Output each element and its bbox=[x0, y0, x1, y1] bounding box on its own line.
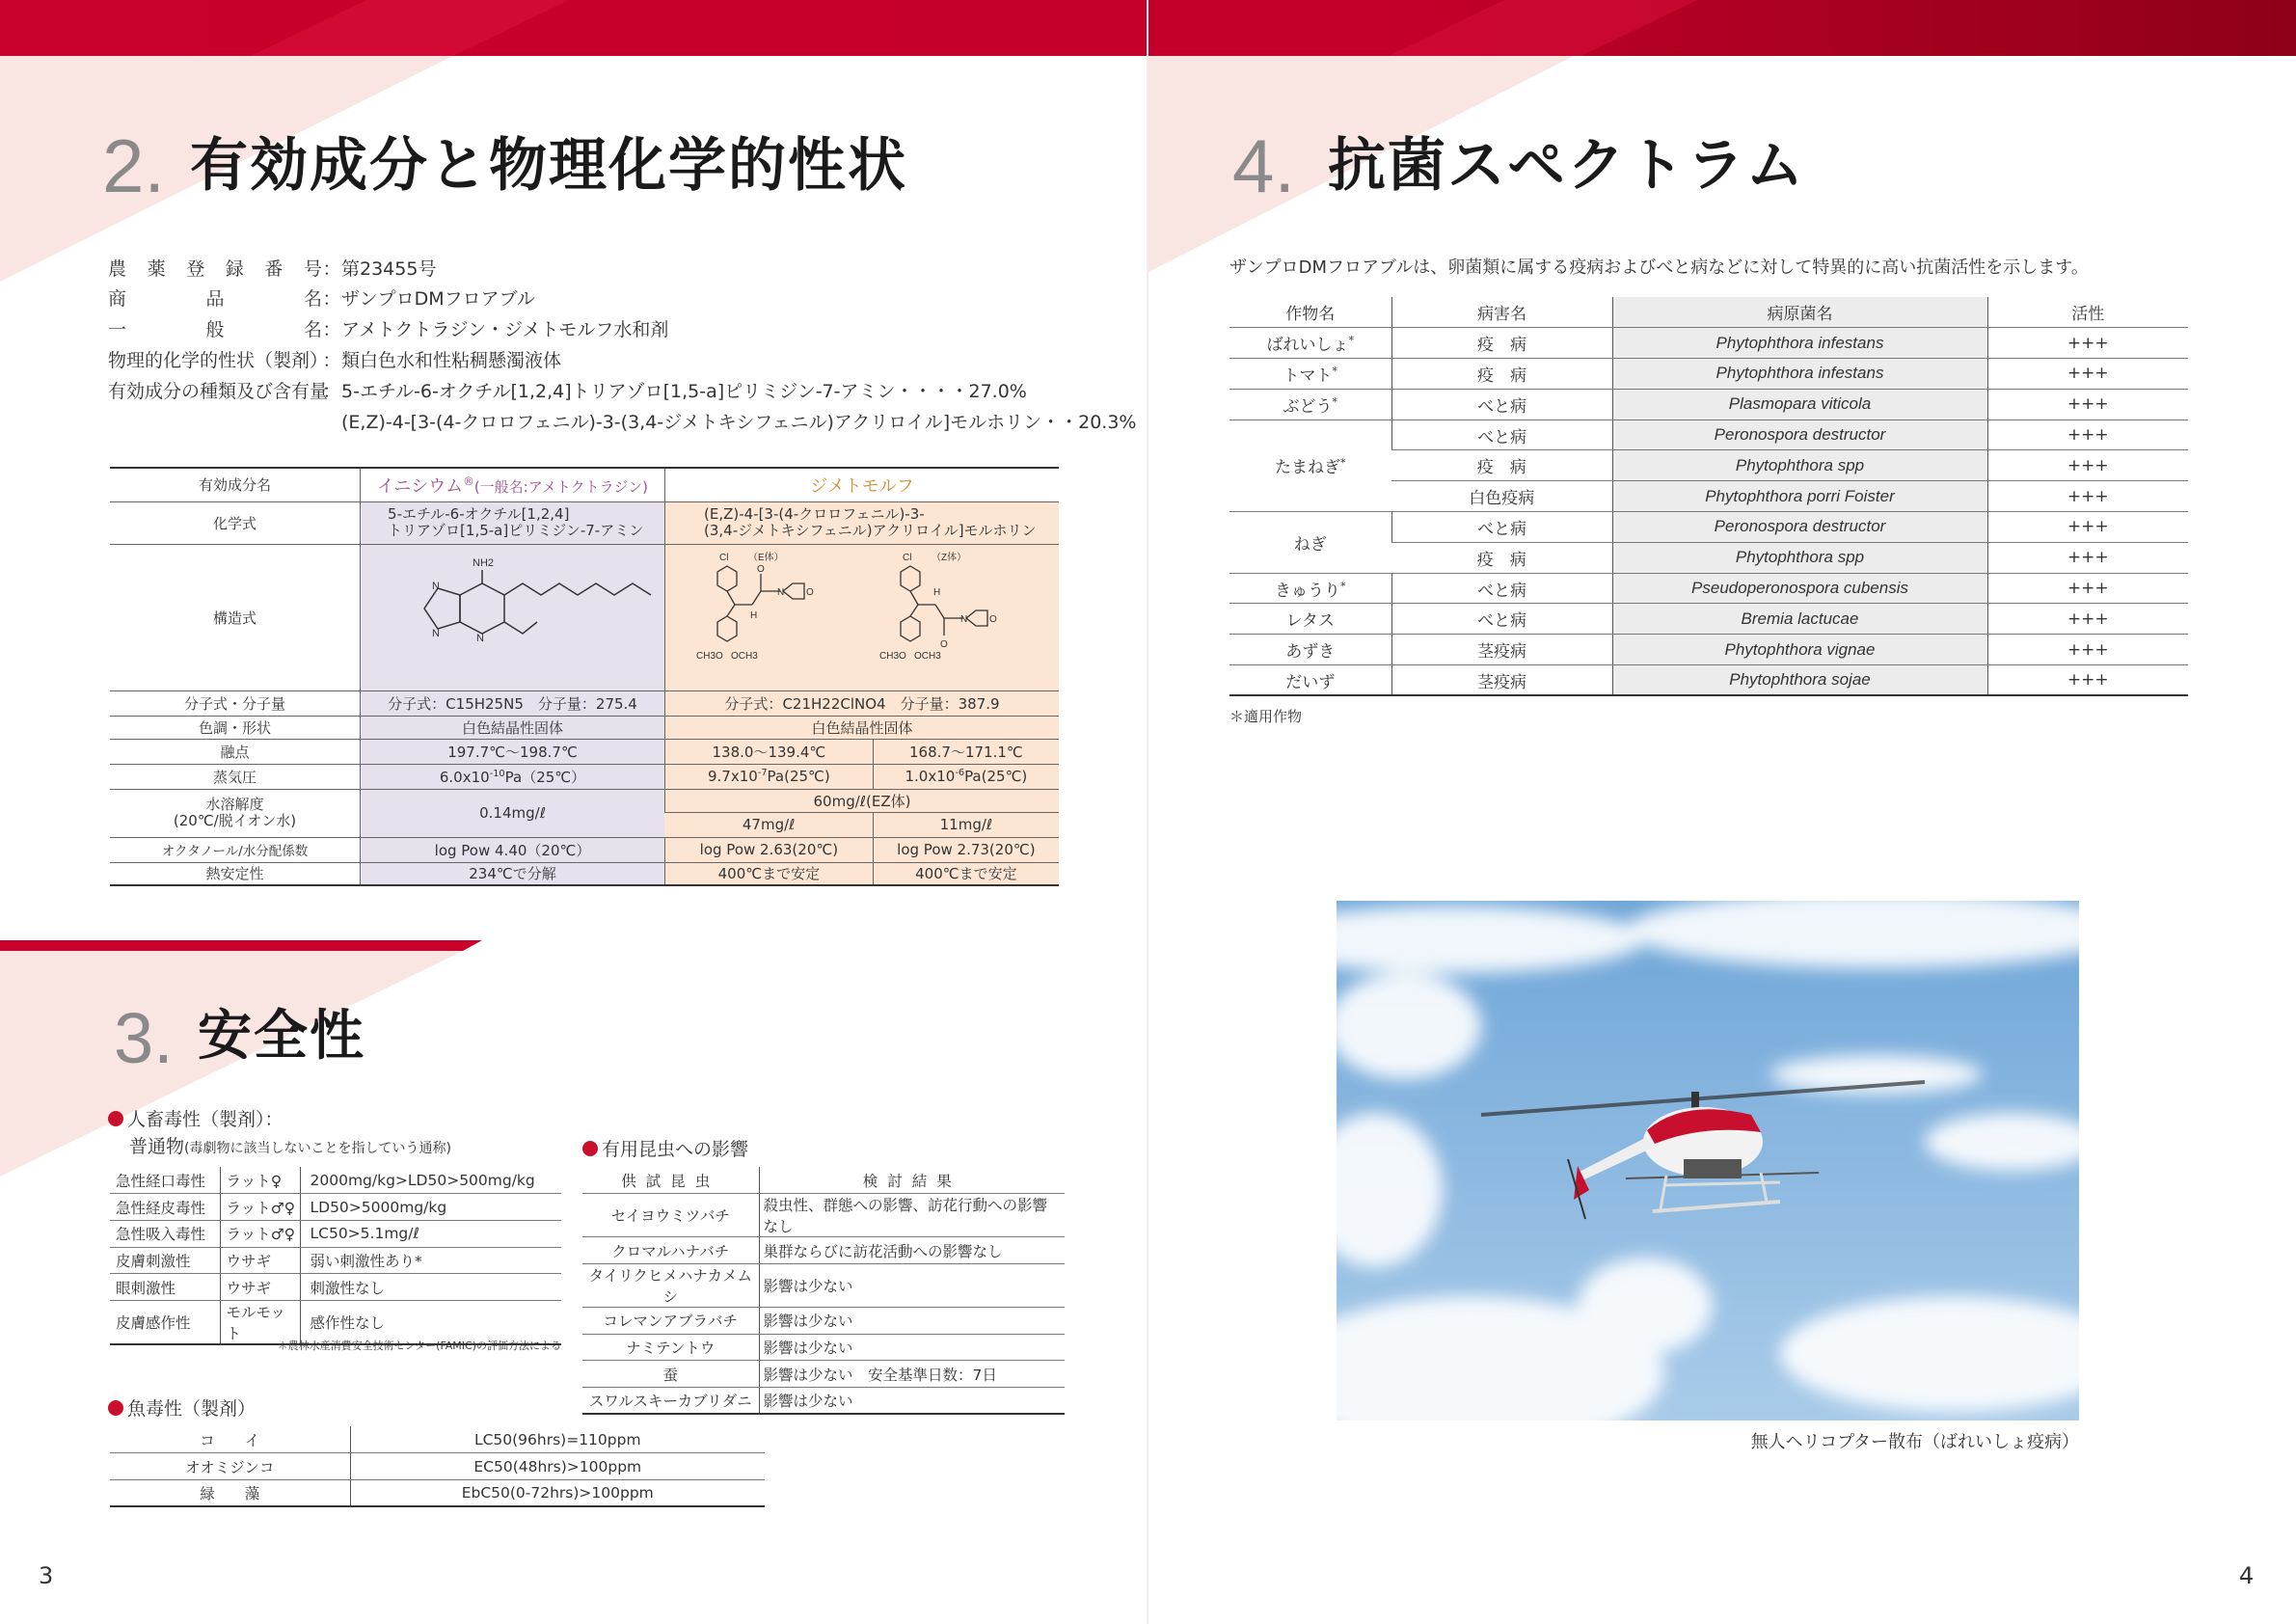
table-row bbox=[582, 1334, 1065, 1361]
svg-text:NH2: NH2 bbox=[472, 557, 494, 569]
info-value: (E,Z)-4-[3-(4-クロロフェニル)-3-(3,4-ジメトキシフェニル)アクリロイル]モルホリン・・20.3% bbox=[341, 411, 1137, 433]
disease-cell: 茎疫病 bbox=[1391, 665, 1612, 696]
svg-text:O: O bbox=[988, 614, 997, 625]
pathogen-cell: Phytophthora infestans bbox=[1612, 359, 1987, 390]
crop-cell: だいず bbox=[1229, 665, 1391, 696]
sol-b-z: 11mg/ℓ bbox=[873, 812, 1059, 837]
table-row bbox=[1229, 573, 2188, 604]
mammal-toxicity-table bbox=[110, 1167, 561, 1345]
logp-a: log Pow 4.40（20℃） bbox=[361, 837, 665, 862]
colon: ： bbox=[322, 349, 341, 371]
structure-ametoctradin bbox=[361, 544, 665, 690]
pathogen-cell: Phytophthora sojae bbox=[1612, 665, 1987, 696]
activity-cell: +++ bbox=[1987, 328, 2188, 359]
table-cell: LD50>5000mg/kg bbox=[300, 1194, 561, 1221]
info-label: 農薬登録番号 bbox=[108, 257, 322, 280]
disease-cell: 疫 病 bbox=[1391, 359, 1612, 390]
table-cell: ウサギ bbox=[220, 1247, 300, 1274]
ametoctradin-structure-diagram bbox=[368, 545, 658, 690]
table-cell: 影響は少ない bbox=[759, 1263, 1065, 1307]
table-cell: スワルスキーカブリダニ bbox=[582, 1387, 759, 1414]
table-cell: 2000mg/kg>LD50>500mg/kg bbox=[300, 1167, 561, 1194]
svg-text:H: H bbox=[932, 587, 941, 598]
svg-text:N: N bbox=[776, 587, 785, 598]
row-label: 分子式・分子量 bbox=[110, 690, 361, 716]
pathogen-cell: Phytophthora vignae bbox=[1612, 635, 1987, 665]
crop-cell: ねぎ bbox=[1229, 512, 1391, 574]
table-cell: ウサギ bbox=[220, 1274, 300, 1301]
bullet-icon bbox=[108, 1111, 123, 1126]
disease-cell: 疫 病 bbox=[1391, 542, 1612, 573]
colon: ： bbox=[322, 287, 341, 310]
table-cell: 影響は少ない bbox=[759, 1387, 1065, 1414]
table-row bbox=[582, 1194, 1065, 1237]
pathogen-cell: Plasmopara viticola bbox=[1612, 389, 1987, 420]
table-cell: 影響は少ない bbox=[759, 1334, 1065, 1361]
colon: ： bbox=[322, 380, 341, 402]
vp-b-z: $1.0x10^{-6}Pa(25℃)$ bbox=[873, 764, 1059, 789]
activity-cell: +++ bbox=[1987, 512, 2188, 543]
table-cell: コ イ bbox=[110, 1426, 350, 1453]
pathogen-cell: Peronospora destructor bbox=[1612, 420, 1987, 450]
toxicity-class: 普通物(毒劇物に該当しないことを指していう通称) bbox=[129, 1136, 451, 1157]
table-cell: 殺虫性、群態への影響、訪花行動への影響なし bbox=[759, 1194, 1065, 1237]
pathogen-cell: Phytophthora spp bbox=[1612, 450, 1987, 481]
section4-intro: ザンプロDMフロアブルは、卵菌類に属する疫病およびべと病などに対して特異的に高い抗菌活性を示します。 bbox=[1229, 257, 2089, 278]
table-cell: 急性吸入毒性 bbox=[110, 1220, 220, 1247]
mammal-footnote: ＊農林水産消費安全技術センター(FAMIC)の評価方法による bbox=[277, 1340, 561, 1352]
spectrum-footnote: ＊適用作物 bbox=[1229, 708, 1303, 725]
svg-text:CH3O: CH3O bbox=[878, 651, 906, 662]
color-a: 白色結晶性固体 bbox=[361, 716, 665, 739]
row-label: 水溶解度 (20℃/脱イオン水) bbox=[110, 789, 361, 837]
bullet-icon bbox=[582, 1141, 598, 1156]
stab-a: 234℃で分解 bbox=[361, 862, 665, 885]
sol-b: 60mg/ℓ(EZ体) bbox=[664, 789, 1059, 812]
table-cell: ラット♀ bbox=[220, 1167, 300, 1194]
table-cell: 検討結果 bbox=[759, 1167, 1065, 1194]
colon: ： bbox=[322, 257, 341, 280]
table-cell: クロマルハナバチ bbox=[582, 1237, 759, 1264]
info-value: 5-エチル-6-オクチル[1,2,4]トリアゾロ[1,5-a]ピリミジン-7-アミン・・・・27.0% bbox=[341, 380, 1027, 402]
info-value: 類白色水和性粘稠懸濁液体 bbox=[341, 349, 562, 371]
table-cell: 影響は少ない bbox=[759, 1307, 1065, 1334]
svg-text:O: O bbox=[805, 587, 814, 598]
svg-text:N: N bbox=[959, 614, 968, 625]
table-cell: オオミジンコ bbox=[110, 1453, 350, 1480]
sol-b-e: 47mg/ℓ bbox=[664, 812, 873, 837]
table-cell: LC50>5.1mg/ℓ bbox=[300, 1220, 561, 1247]
activity-cell: +++ bbox=[1987, 604, 2188, 635]
disease-cell: 茎疫病 bbox=[1391, 635, 1612, 665]
chem-name-a: 5-エチル-6-オクチル[1,2,4] トリアゾロ[1,5-a]ピリミジン-7-アミン bbox=[361, 501, 665, 544]
color-b: 白色結晶性固体 bbox=[664, 716, 1059, 739]
structure-dimethomorph bbox=[664, 544, 1059, 690]
table-row bbox=[110, 1167, 561, 1194]
table-cell: EC50(48hrs)>100ppm bbox=[350, 1453, 765, 1480]
table-header-row bbox=[1229, 297, 2188, 328]
table-cell: 皮膚刺激性 bbox=[110, 1247, 220, 1274]
table-cell: 作物名 bbox=[1229, 297, 1391, 328]
insects-heading: 有用昆虫への影響 bbox=[582, 1135, 748, 1161]
info-label: 物理的化学的性状（製剤） bbox=[108, 349, 329, 371]
table-cell: 感作性なし bbox=[300, 1300, 561, 1344]
stab-b-z: 400℃まで安定 bbox=[873, 862, 1059, 885]
table-row bbox=[1229, 389, 2188, 420]
bullet-icon bbox=[108, 1400, 123, 1416]
table-cell: ナミテントウ bbox=[582, 1334, 759, 1361]
svg-text:N: N bbox=[431, 628, 440, 639]
sol-a: 0.14mg/ℓ bbox=[361, 789, 665, 837]
table-cell: 病害名 bbox=[1391, 297, 1612, 328]
info-row bbox=[108, 375, 1027, 404]
table-cell: 緑 藻 bbox=[110, 1479, 350, 1506]
table-cell: 急性経口毒性 bbox=[110, 1167, 220, 1194]
pathogen-cell: Phytophthora porri Foister bbox=[1612, 481, 1987, 512]
activity-cell: +++ bbox=[1987, 481, 2188, 512]
svg-text:OCH3: OCH3 bbox=[730, 651, 758, 662]
pathogen-cell: Peronospora destructor bbox=[1612, 512, 1987, 543]
pathogen-cell: Bremia lactucae bbox=[1612, 604, 1987, 635]
table-row bbox=[110, 1194, 561, 1221]
table-cell: 供試昆虫 bbox=[582, 1167, 759, 1194]
table-cell: 活性 bbox=[1987, 297, 2188, 328]
row-label: 色調・形状 bbox=[110, 716, 361, 739]
section2-number: 2. bbox=[102, 123, 166, 208]
disease-cell: べと病 bbox=[1391, 573, 1612, 604]
svg-text:H: H bbox=[749, 610, 758, 621]
vp-b-e: $9.7x10^{-7}Pa(25℃)$ bbox=[664, 764, 873, 789]
table-cell: 影響は少ない 安全基準日数：7日 bbox=[759, 1361, 1065, 1388]
crop-cell: ばれいしょ* bbox=[1229, 328, 1391, 359]
pathogen-cell: Pseudoperonospora cubensis bbox=[1612, 573, 1987, 604]
disease-cell: 白色疫病 bbox=[1391, 481, 1612, 512]
table-row bbox=[582, 1237, 1065, 1264]
table-cell: コレマンアブラバチ bbox=[582, 1307, 759, 1334]
info-label: 商品名 bbox=[108, 287, 322, 310]
row-label: オクタノール/水分配係数 bbox=[110, 837, 361, 862]
disease-cell: べと病 bbox=[1391, 604, 1612, 635]
crop-cell: きゅうり* bbox=[1229, 573, 1391, 604]
info-value: ザンプロDMフロアブル bbox=[341, 287, 535, 310]
activity-cell: +++ bbox=[1987, 665, 2188, 696]
mp-b-z: 168.7～171.1℃ bbox=[873, 739, 1059, 764]
activity-cell: +++ bbox=[1987, 420, 2188, 450]
svg-text:O: O bbox=[939, 639, 948, 650]
table-row bbox=[582, 1361, 1065, 1388]
table-cell: 急性経皮毒性 bbox=[110, 1194, 220, 1221]
section4-title: 抗菌スペクトラム bbox=[1328, 132, 1806, 200]
table-cell: LC50(96hrs)=110ppm bbox=[350, 1426, 765, 1453]
table-row bbox=[110, 1274, 561, 1301]
activity-cell: +++ bbox=[1987, 542, 2188, 573]
table-row bbox=[1229, 512, 2188, 543]
activity-cell: +++ bbox=[1987, 635, 2188, 665]
svg-text:CH3O: CH3O bbox=[695, 651, 723, 662]
table-row bbox=[110, 1220, 561, 1247]
table-cell: 刺激性なし bbox=[300, 1274, 561, 1301]
info-label: 有効成分の種類及び含有量 bbox=[108, 380, 329, 402]
pathogen-cell: Phytophthora infestans bbox=[1612, 328, 1987, 359]
table-row bbox=[582, 1307, 1065, 1334]
table-cell: セイヨウミツバチ bbox=[582, 1194, 759, 1237]
row-label: 蒸気圧 bbox=[110, 764, 361, 789]
table-row bbox=[110, 1479, 765, 1506]
info-row bbox=[108, 253, 436, 282]
row-label: 化学式 bbox=[110, 501, 361, 544]
table-row bbox=[1229, 604, 2188, 635]
molecular-formula-b: C21H22ClNO4 bbox=[782, 694, 886, 713]
svg-text:Cl: Cl bbox=[902, 553, 912, 563]
info-value: アメトクトラジン・ジメトモルフ水和剤 bbox=[341, 318, 669, 340]
info-row bbox=[108, 313, 668, 342]
disease-cell: べと病 bbox=[1391, 389, 1612, 420]
dimethomorph-structure-diagram bbox=[669, 545, 1055, 690]
photo-caption: 無人ヘリコプター散布（ばれいしょ疫病） bbox=[1750, 1432, 2079, 1452]
table-cell: モルモット bbox=[220, 1300, 300, 1344]
table-row bbox=[110, 1453, 765, 1480]
page-gutter bbox=[1147, 0, 1148, 1624]
info-value: 第23455号 bbox=[341, 257, 437, 280]
row-label: 熱安定性 bbox=[110, 862, 361, 885]
table-cell: 弱い刺激性あり* bbox=[300, 1247, 561, 1274]
section4-number: 4. bbox=[1232, 123, 1296, 208]
table-row bbox=[582, 1387, 1065, 1414]
table-cell: 蚕 bbox=[582, 1361, 759, 1388]
crop-cell: あずき bbox=[1229, 635, 1391, 665]
svg-text:（Z体）: （Z体） bbox=[931, 553, 967, 563]
mammal-toxicity-heading: 人畜毒性（製剤）： bbox=[108, 1105, 284, 1131]
table-row bbox=[582, 1263, 1065, 1307]
fish-toxicity-table bbox=[110, 1426, 765, 1507]
table-row bbox=[1229, 420, 2188, 450]
svg-text:Cl: Cl bbox=[718, 553, 729, 563]
svg-text:N: N bbox=[431, 581, 440, 592]
svg-text:OCH3: OCH3 bbox=[913, 651, 941, 662]
table-cell: ラット♂♀ bbox=[220, 1220, 300, 1247]
table-cell: 眼刺激性 bbox=[110, 1274, 220, 1301]
mp-b-e: 138.0～139.4℃ bbox=[664, 739, 873, 764]
crop-cell: ぶどう* bbox=[1229, 389, 1391, 420]
table-cell: 病原菌名 bbox=[1612, 297, 1987, 328]
colon: ： bbox=[322, 318, 341, 340]
info-row bbox=[108, 283, 535, 311]
logp-b-z: log Pow 2.73(20℃) bbox=[873, 837, 1059, 862]
disease-cell: べと病 bbox=[1391, 512, 1612, 543]
disease-cell: 疫 病 bbox=[1391, 450, 1612, 481]
molecular-formula-a: C15H25N5 bbox=[446, 694, 524, 713]
activity-cell: +++ bbox=[1987, 450, 2188, 481]
page-number-left: 3 bbox=[39, 1562, 54, 1589]
fish-toxicity-heading: 魚毒性（製剤） bbox=[108, 1394, 256, 1421]
activity-cell: +++ bbox=[1987, 573, 2188, 604]
svg-text:（E体）: （E体） bbox=[747, 553, 784, 563]
row-label: 構造式 bbox=[110, 544, 361, 690]
table-header-row bbox=[582, 1167, 1065, 1194]
table-row bbox=[1229, 635, 2188, 665]
table-row bbox=[110, 1426, 765, 1453]
row-label: 融点 bbox=[110, 739, 361, 764]
pathogen-cell: Phytophthora spp bbox=[1612, 542, 1987, 573]
beneficial-insects-table bbox=[582, 1167, 1065, 1415]
logp-b-e: log Pow 2.63(20℃) bbox=[664, 837, 873, 862]
antifungal-spectrum-table bbox=[1229, 297, 2188, 696]
activity-cell: +++ bbox=[1987, 389, 2188, 420]
info-label: 一般名 bbox=[108, 318, 322, 340]
info-row bbox=[108, 406, 1136, 435]
info-row bbox=[108, 344, 561, 373]
table-row bbox=[1229, 665, 2188, 696]
stab-b-e: 400℃まで安定 bbox=[664, 862, 873, 885]
section3-title: 安全性 bbox=[198, 1005, 365, 1068]
header-label: 有効成分名 bbox=[110, 468, 361, 501]
helicopter-spraying-photo bbox=[1337, 901, 2079, 1421]
vp-a: $6.0x10^{-10}Pa(25℃)$ bbox=[361, 764, 665, 789]
table-cell: タイリクヒメハナカメムシ bbox=[582, 1263, 759, 1307]
activity-cell: +++ bbox=[1987, 359, 2188, 390]
chem-name-b: (E,Z)-4-[3-(4-クロロフェニル)-3- (3,4-ジメトキシフェニル)アクリロイル]モルホリン bbox=[664, 501, 1059, 544]
table-row bbox=[110, 1247, 561, 1274]
mp-a: 197.7℃～198.7℃ bbox=[361, 739, 665, 764]
section2-title: 有効成分と物理化学的性状 bbox=[190, 132, 907, 200]
header-ametoctradin: イニシウム®(一般名:アメトクトラジン) bbox=[361, 468, 665, 501]
header-dimethomorph: ジメトモルフ bbox=[664, 468, 1059, 501]
svg-text:N: N bbox=[475, 633, 484, 644]
table-cell: 巣群ならびに訪花活動への影響なし bbox=[759, 1237, 1065, 1264]
table-row bbox=[1229, 328, 2188, 359]
formula-b: 分子式：C21H22ClNO4 分子量：387.9 bbox=[664, 690, 1059, 716]
crop-cell: たまねぎ* bbox=[1229, 420, 1391, 511]
table-cell: ラット♂♀ bbox=[220, 1194, 300, 1221]
page-number-right: 4 bbox=[2239, 1562, 2255, 1589]
section3-number: 3. bbox=[114, 998, 174, 1078]
svg-text:O: O bbox=[756, 564, 765, 575]
table-row bbox=[1229, 359, 2188, 390]
crop-cell: トマト* bbox=[1229, 359, 1391, 390]
disease-cell: べと病 bbox=[1391, 420, 1612, 450]
disease-cell: 疫 病 bbox=[1391, 328, 1612, 359]
crop-cell: レタス bbox=[1229, 604, 1391, 635]
active-ingredient-table bbox=[110, 467, 1059, 886]
table-cell: EbC50(0-72hrs)>100ppm bbox=[350, 1479, 765, 1506]
formula-a: 分子式：C15H25N5 分子量：275.4 bbox=[361, 690, 665, 716]
table-cell: 皮膚感作性 bbox=[110, 1300, 220, 1344]
